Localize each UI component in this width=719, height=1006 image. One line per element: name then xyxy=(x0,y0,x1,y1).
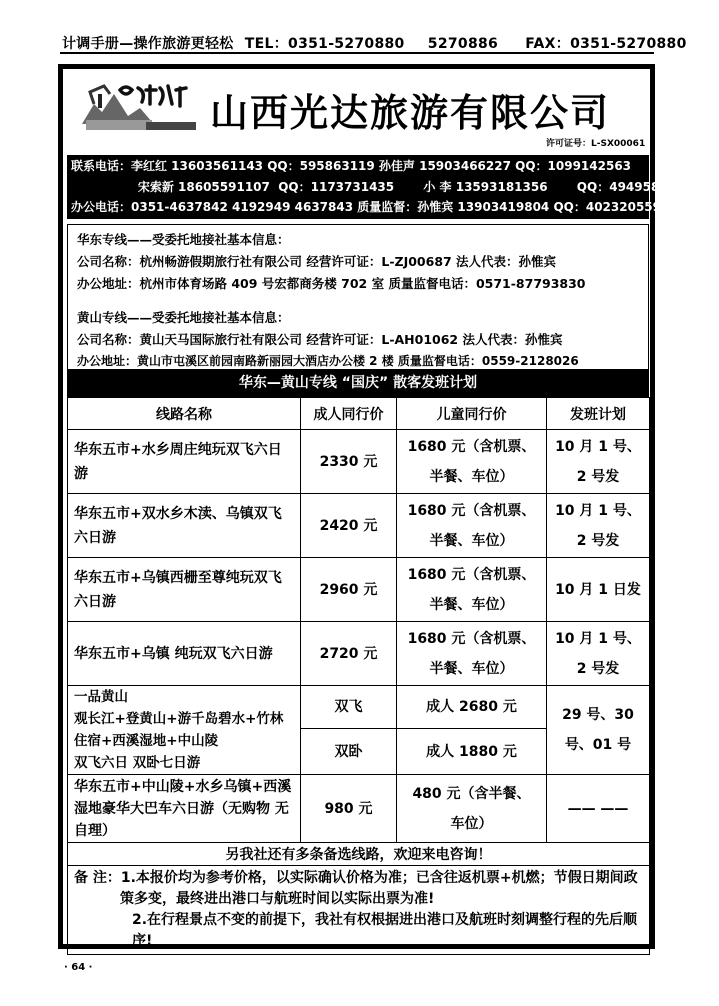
child-price: 1680 元（含机票、半餐、车位） xyxy=(397,558,547,622)
route-name: 华东五市+中山陵+水乡乌镇+西溪湿地豪华大巴车六日游（无购物 无自理） xyxy=(68,775,301,843)
huangshan-route-line-1: 一品黄山 xyxy=(74,689,128,705)
route-name: 华东五市+水乡周庄纯玩双飞六日游 xyxy=(68,430,301,494)
route-name-huangshan xyxy=(68,686,301,775)
contact-block xyxy=(67,155,685,219)
huangshan-route-line-3: 双飞六日 双卧七日游 xyxy=(74,755,201,771)
child-price: 480 元（含半餐、车位） xyxy=(397,775,547,843)
header-fax-label: FAX： xyxy=(525,36,571,52)
note-line-1: 备 注：1.本报价均为参考价格，以实际确认价格为准；已含往返机票+机燃；节假日期间政 xyxy=(74,870,638,886)
huadong-company: 公司名称：杭州畅游假期旅行社有限公司 经营许可证：L-ZJ00687 法人代表：孙惟宾 xyxy=(77,254,557,269)
note-line-3: 2.在行程景点不变的前提下，我社有权根据进出港口及航班时刻调整行程的先后顺序! xyxy=(132,912,638,949)
note-line-2: 策多变，最终进出港口与航班时间以实际出票为准! xyxy=(120,891,435,907)
page-number: · 64 · xyxy=(64,962,93,973)
route-name: 华东五市+乌镇 纯玩双飞六日游 xyxy=(68,622,301,686)
header-tel: 0351-5270880 xyxy=(288,36,405,52)
header-rule xyxy=(60,52,654,54)
header-tel2: 5270886 xyxy=(427,36,499,52)
company-name: 山西光达旅游有限公司 xyxy=(210,90,611,135)
table-row xyxy=(68,430,650,494)
adult-price: 2720 元 xyxy=(301,622,397,686)
child-price: 1680 元（含机票、半餐、车位） xyxy=(397,494,547,558)
column-header-child: 儿童同行价 xyxy=(397,398,547,430)
child-price: 1680 元（含机票、半餐、车位） xyxy=(397,430,547,494)
contact-line-3: 办公电话：0351-4637842 4192949 4637843 质量监督：孙惟宾 13903419804 QQ：402320559 xyxy=(71,200,662,214)
huangshan-address: 办公地址：黄山市屯溪区前园南路新丽园大酒店办公楼 2 楼 质量监督电话：0559-2128026 xyxy=(77,354,579,368)
schedule-title: 华东—黄山专线 “国庆” 散客发班计划 xyxy=(67,370,649,397)
huadong-title: 华东专线——受委托地接社基本信息： xyxy=(77,232,290,247)
schedule-table xyxy=(67,397,650,955)
adult-price: 2330 元 xyxy=(301,430,397,494)
huangshan-title: 黄山专线——受委托地接社基本信息： xyxy=(77,310,290,325)
agency-info-block xyxy=(67,224,649,370)
departure-plan: 10 月 1 号、2 号发 xyxy=(547,430,650,494)
table-row xyxy=(68,558,650,622)
departure-plan: 10 月 1 号、2 号发 xyxy=(547,494,650,558)
notes-cell xyxy=(68,866,650,955)
huangshan-company: 公司名称：黄山天马国际旅行社有限公司 经营许可证：L-AH01062 法人代表：孙惟宾 xyxy=(77,332,563,347)
option-shuangwo: 双卧 xyxy=(301,729,397,775)
table-row xyxy=(68,775,650,843)
departure-plan: —— —— xyxy=(547,775,650,843)
huangshan-route-line-2: 观长江+登黄山+游千岛碧水+竹林住宿+西溪湿地+中山陵 xyxy=(74,711,284,749)
header-fax: 0351-5270880 xyxy=(570,36,687,52)
license-number: 许可证号：L-SX00061 xyxy=(546,139,646,149)
adult-price: 980 元 xyxy=(301,775,397,843)
adult-price: 2960 元 xyxy=(301,558,397,622)
child-price: 1680 元（含机票、半餐、车位） xyxy=(397,622,547,686)
table-row xyxy=(68,622,650,686)
contact-line-1: 联系电话：李红红 13603561143 QQ：595863119 孙佳声 15903466227 QQ：1099142563 xyxy=(71,159,632,173)
option-shuangfei: 双飞 xyxy=(301,686,397,729)
price-shuangfei: 成人 2680 元 xyxy=(397,686,547,729)
company-logo-icon xyxy=(80,82,200,134)
notice-row xyxy=(68,843,650,866)
departure-plan-huangshan: 29 号、30 号、01 号 xyxy=(547,686,650,775)
departure-plan: 10 月 1 号、2 号发 xyxy=(547,622,650,686)
notes-row xyxy=(68,866,650,955)
price-shuangwo: 成人 1880 元 xyxy=(397,729,547,775)
header-tel-label: TEL： xyxy=(244,36,289,52)
route-name: 华东五市+双水乡木渎、乌镇双飞六日游 xyxy=(68,494,301,558)
notice-text: 另我社还有多条备选线路，欢迎来电咨询！ xyxy=(68,843,650,866)
adult-price: 2420 元 xyxy=(301,494,397,558)
table-row xyxy=(68,494,650,558)
huadong-address: 办公地址：杭州市体育场路 409 号宏都商务楼 702 室 质量监督电话：0571-87793830 xyxy=(77,276,586,291)
column-header-route: 线路名称 xyxy=(68,398,301,430)
table-row xyxy=(68,686,650,729)
route-name: 华东五市+乌镇西栅至尊纯玩双飞六日游 xyxy=(68,558,301,622)
column-header-adult: 成人同行价 xyxy=(301,398,397,430)
column-header-plan: 发班计划 xyxy=(547,398,650,430)
header-slogan: 计调手册—操作旅游更轻松 xyxy=(62,36,234,52)
page-header xyxy=(62,33,687,53)
departure-plan: 10 月 1 日发 xyxy=(547,558,650,622)
contact-line-2: 宋索新 18605591107 QQ：1173731435 小 李 13593181356 QQ：494958333 xyxy=(71,180,685,194)
table-header-row xyxy=(68,398,650,430)
